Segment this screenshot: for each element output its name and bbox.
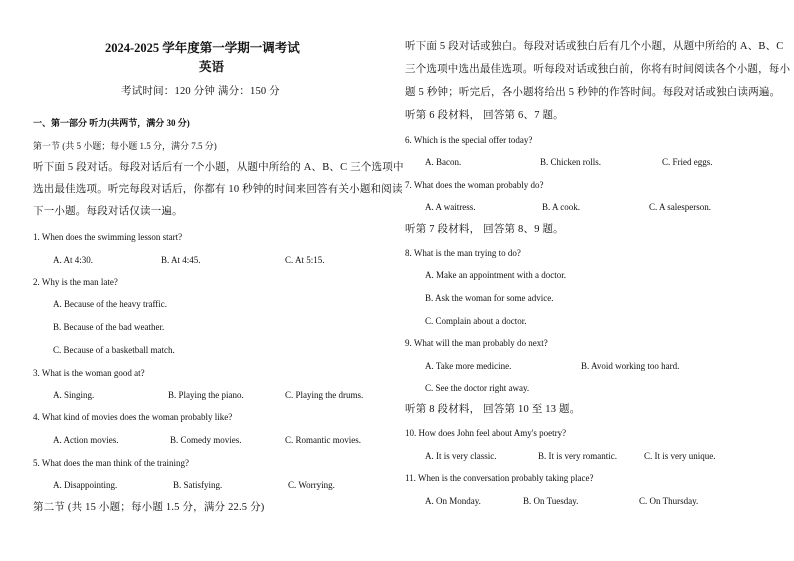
q5-option-a: A. Disappointing. xyxy=(53,480,118,490)
question-8: 8. What is the man trying to do? xyxy=(405,248,521,258)
q11-option-a: A. On Monday. xyxy=(425,496,481,506)
question-4: 4. What kind of movies does the woman probably like? xyxy=(33,412,233,422)
q7-option-b: B. A cook. xyxy=(542,202,581,212)
q8-option-b: B. Ask the woman for some advice. xyxy=(425,293,554,303)
q3-option-c: C. Playing the drums. xyxy=(285,390,364,400)
part1-heading: 一、第一部分 听力(共两节，满分 30 分) xyxy=(33,118,190,128)
section1-instruction-line: 选出最佳选项。听完每段对话后，你都有 10 秒钟的时间来回答有关小题和阅读 xyxy=(33,184,403,195)
q8-option-a: A. Make an appointment with a doctor. xyxy=(425,270,566,280)
section2-heading: 第二节 (共 15 小题；每小题 1.5 分，满分 22.5 分) xyxy=(33,502,265,513)
q2-option-c: C. Because of a basketball match. xyxy=(53,345,175,355)
q7-option-a: A. A waitress. xyxy=(425,202,476,212)
q3-option-b: B. Playing the piano. xyxy=(168,390,244,400)
q9-option-a: A. Take more medicine. xyxy=(425,361,512,371)
q4-option-b: B. Comedy movies. xyxy=(170,435,242,445)
exam-title: 2024-2025 学年度第一学期一调考试 xyxy=(105,41,300,55)
section2-instruction-line: 听下面 5 段对话或独白。每段对话或独白后有几个小题，从题中所给的 A、B、C xyxy=(405,41,784,52)
material-8-heading: 听第 8 段材料， 回答第 10 至 13 题。 xyxy=(405,404,581,415)
q10-option-b: B. It is very romantic. xyxy=(538,451,617,461)
q2-option-b: B. Because of the bad weather. xyxy=(53,322,165,332)
material-7-heading: 听第 7 段材料， 回答第 8、9 题。 xyxy=(405,224,564,235)
q10-option-c: C. It is very unique. xyxy=(644,451,716,461)
q1-option-a: A. At 4:30. xyxy=(53,255,94,265)
material-6-heading: 听第 6 段材料， 回答第 6、7 题。 xyxy=(405,110,564,121)
q5-option-c: C. Worrying. xyxy=(288,480,335,490)
q9-option-c: C. See the doctor right away. xyxy=(425,383,530,393)
q3-option-a: A. Singing. xyxy=(53,390,95,400)
question-7: 7. What does the woman probably do? xyxy=(405,180,544,190)
q8-option-c: C. Complain about a doctor. xyxy=(425,316,527,326)
question-1: 1. When does the swimming lesson start? xyxy=(33,232,183,242)
q7-option-c: C. A salesperson. xyxy=(649,202,711,212)
q6-option-c: C. Fried eggs. xyxy=(662,157,713,167)
q2-option-a: A. Because of the heavy traffic. xyxy=(53,299,168,309)
q11-option-c: C. On Thursday. xyxy=(639,496,699,506)
question-6: 6. Which is the special offer today? xyxy=(405,135,533,145)
question-9: 9. What will the man probably do next? xyxy=(405,338,548,348)
q9-option-b: B. Avoid working too hard. xyxy=(581,361,680,371)
section1-instruction-line: 下一小题。每段对话仅读一遍。 xyxy=(33,206,183,217)
q11-option-b: B. On Tuesday. xyxy=(523,496,579,506)
q10-option-a: A. It is very classic. xyxy=(425,451,497,461)
q6-option-a: A. Bacon. xyxy=(425,157,462,167)
question-5: 5. What does the man think of the training? xyxy=(33,458,190,468)
section1-instruction-line: 听下面 5 段对话。每段对话后有一个小题，从题中所给的 A、B、C 三个选项中 xyxy=(33,162,404,173)
exam-info: 考试时间：120 分钟 满分：150 分 xyxy=(121,86,280,97)
q4-option-c: C. Romantic movies. xyxy=(285,435,361,445)
q4-option-a: A. Action movies. xyxy=(53,435,119,445)
section1-heading: 第一节 (共 5 小题；每小题 1.5 分，满分 7.5 分) xyxy=(33,141,217,151)
q1-option-c: C. At 5:15. xyxy=(285,255,325,265)
question-11: 11. When is the conversation probably taking place? xyxy=(405,473,594,483)
q6-option-b: B. Chicken rolls. xyxy=(540,157,601,167)
question-3: 3. What is the woman good at? xyxy=(33,368,145,378)
q1-option-b: B. At 4:45. xyxy=(161,255,201,265)
q5-option-b: B. Satisfying. xyxy=(173,480,223,490)
question-10: 10. How does John feel about Amy's poetry? xyxy=(405,428,567,438)
section2-instruction-line: 三个选项中选出最佳选项。听每段对话或独白前，你将有时间阅读各个小题，每小 xyxy=(405,64,791,75)
section2-instruction-line: 题 5 秒钟；听完后，各小题将给出 5 秒钟的作答时间。每段对话或独白读两遍。 xyxy=(405,87,781,98)
subject-title: 英语 xyxy=(199,60,225,74)
question-2: 2. Why is the man late? xyxy=(33,277,118,287)
